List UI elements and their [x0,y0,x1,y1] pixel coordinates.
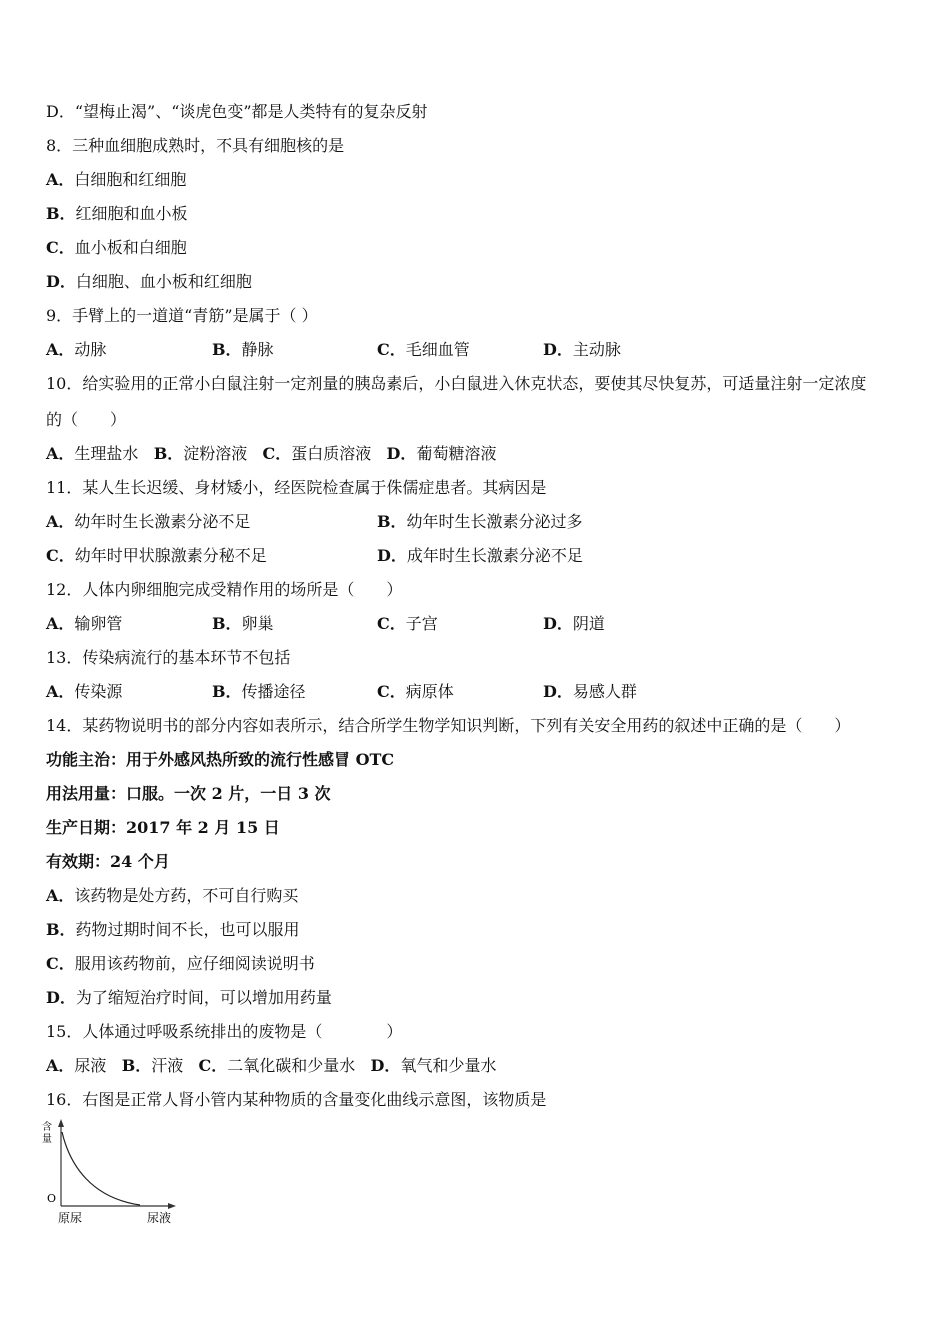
option-label: C． [377,614,406,633]
q9-option-d [543,340,621,360]
option-label: B． [212,340,242,359]
option-text: 为了缩短治疗时间，可以增加用药量 [75,988,332,1007]
q11-option-d [377,546,583,566]
q13-option-b [212,682,306,702]
y-label-char-1: 含 [42,1122,52,1133]
option-text: 传播途径 [241,682,306,701]
q14-stem: 14．某药物说明书的部分内容如表所示，结合所学生物学知识判断，下列有关安全用药的叙述中正确的是（ ） [46,716,851,735]
option-text: 易感人群 [572,682,637,701]
option-label: A． [46,614,75,633]
q14-option-b [46,920,300,940]
option-label: C． [377,340,406,359]
option-text: 白细胞和红细胞 [74,170,187,189]
option-label: D． [543,682,573,701]
option-text: 血小板和白细胞 [74,238,187,257]
y-axis-arrow [58,1119,64,1127]
q14-option-d [46,988,332,1008]
option-text: 输卵管 [74,614,123,633]
x-start-label: 原尿 [58,1211,83,1225]
y-label-char-2: 量 [42,1134,52,1145]
option-text: 阴道 [572,614,605,633]
option-text: 蛋白质溶液 [291,444,372,463]
q15-options-row [46,1056,496,1076]
option-label: B． [212,614,242,633]
option-text: 氧气和少量水 [400,1056,497,1075]
option-label: D． [370,1056,401,1075]
option-text: 二氧化碳和少量水 [227,1056,356,1075]
option-text: 传染源 [74,682,123,701]
q11-option-a [46,512,250,532]
q12-option-b [212,614,274,634]
option-label: C． [262,444,292,463]
option-text: 红细胞和血小板 [75,204,188,223]
q14-option-c [46,954,315,974]
q14-info-dosage: 用法用量：口服。一次 2 片，一日 3 次 [46,784,331,803]
option-label: A． [46,1056,75,1075]
option-label: C． [198,1056,228,1075]
q12-option-c [377,614,438,634]
q8-option-b [46,204,188,224]
q9-stem: 9．手臂上的一道道“青筋”是属于（ ） [46,306,318,325]
q13-stem: 13．传染病流行的基本环节不包括 [46,648,291,667]
q11-option-c [46,546,267,566]
option-label: D． [543,614,573,633]
option-label: A． [46,682,75,701]
q14-option-a [46,886,298,906]
option-text: 主动脉 [572,340,621,359]
q9-option-a [46,340,106,360]
option-text: 生理盐水 [74,444,139,463]
option-label: A． [46,170,75,189]
option-label: D． [386,444,417,463]
option-label: D． [377,546,407,565]
option-label: A． [46,512,75,531]
q16-stem: 16．右图是正常人肾小管内某种物质的含量变化曲线示意图，该物质是 [46,1090,547,1109]
option-label: B． [212,682,242,701]
q9-option-b [212,340,274,360]
option-text: 汗液 [151,1056,184,1075]
option-text: 葡萄糖溶液 [416,444,497,463]
option-text: 卵巢 [241,614,274,633]
option-text: 子宫 [405,614,438,633]
q7-option-d: D．“望梅止渴”、“谈虎色变”都是人类特有的复杂反射 [46,102,428,121]
option-label: D． [46,272,76,291]
option-label: B． [377,512,407,531]
q13-option-d [543,682,637,702]
q13-option-c [377,682,454,702]
option-text: 幼年时甲状腺激素分秘不足 [74,546,267,565]
q9-option-c [377,340,470,360]
q13-option-a [46,682,122,702]
q10-stem-line2: 的（ ） [46,410,127,429]
option-label: C． [46,546,75,565]
q11-option-b [377,512,583,532]
q11-stem: 11．某人生长迟缓、身材矮小，经医院检查属于侏儒症患者。其病因是 [46,478,547,497]
option-label: A． [46,886,75,905]
option-label: B． [46,920,76,939]
q12-option-d [543,614,605,634]
option-label: B． [121,1056,152,1075]
q8-option-a [46,170,186,190]
option-text: 毛细血管 [405,340,470,359]
x-end-label: 尿液 [147,1211,172,1225]
option-text: 动脉 [74,340,107,359]
option-label: A． [46,444,75,463]
x-axis-arrow [168,1203,176,1209]
q14-info-function: 功能主治：用于外感风热所致的流行性感冒 OTC [46,750,395,769]
option-text: 病原体 [405,682,454,701]
option-text: 幼年时生长激素分泌不足 [74,512,251,531]
option-label: D． [543,340,573,359]
option-label: C． [377,682,406,701]
option-label: D． [46,988,76,1007]
option-label: B． [153,444,184,463]
option-text: 幼年时生长激素分泌过多 [406,512,583,531]
q8-option-c [46,238,187,258]
option-label: B． [46,204,76,223]
decay-curve [62,1132,140,1205]
option-label: C． [46,954,75,973]
q10-stem-line1: 10．给实验用的正常小白鼠注射一定剂量的胰岛素后，小白鼠进入休克状态，要使其尽快复苏，可适量注射一定浓度 [46,374,867,393]
kidney-tubule-curve-figure [40,1118,185,1228]
q12-option-a [46,614,122,634]
option-text: 尿液 [74,1056,107,1075]
q8-option-d [46,272,252,292]
option-text: 药物过期时间不长，也可以服用 [75,920,300,939]
q12-stem: 12．人体内卵细胞完成受精作用的场所是（ ） [46,580,403,599]
option-text: 该药物是处方药，不可自行购买 [74,886,299,905]
option-text: 成年时生长激素分泌不足 [406,546,583,565]
q15-stem: 15．人体通过呼吸系统排出的废物是（ ） [46,1022,403,1041]
origin-label: O [47,1192,57,1205]
option-text: 服用该药物前，应仔细阅读说明书 [74,954,315,973]
q14-info-date: 生产日期：2017 年 2 月 15 日 [46,818,280,837]
q8-stem: 8．三种血细胞成熟时，不具有细胞核的是 [46,136,345,155]
option-label: A． [46,340,75,359]
q14-info-validity: 有效期：24 个月 [46,852,170,871]
option-label: C． [46,238,75,257]
option-text: 淀粉溶液 [183,444,248,463]
option-text: 静脉 [241,340,274,359]
option-text: 白细胞、血小板和红细胞 [75,272,252,291]
q10-options-row [46,444,496,464]
